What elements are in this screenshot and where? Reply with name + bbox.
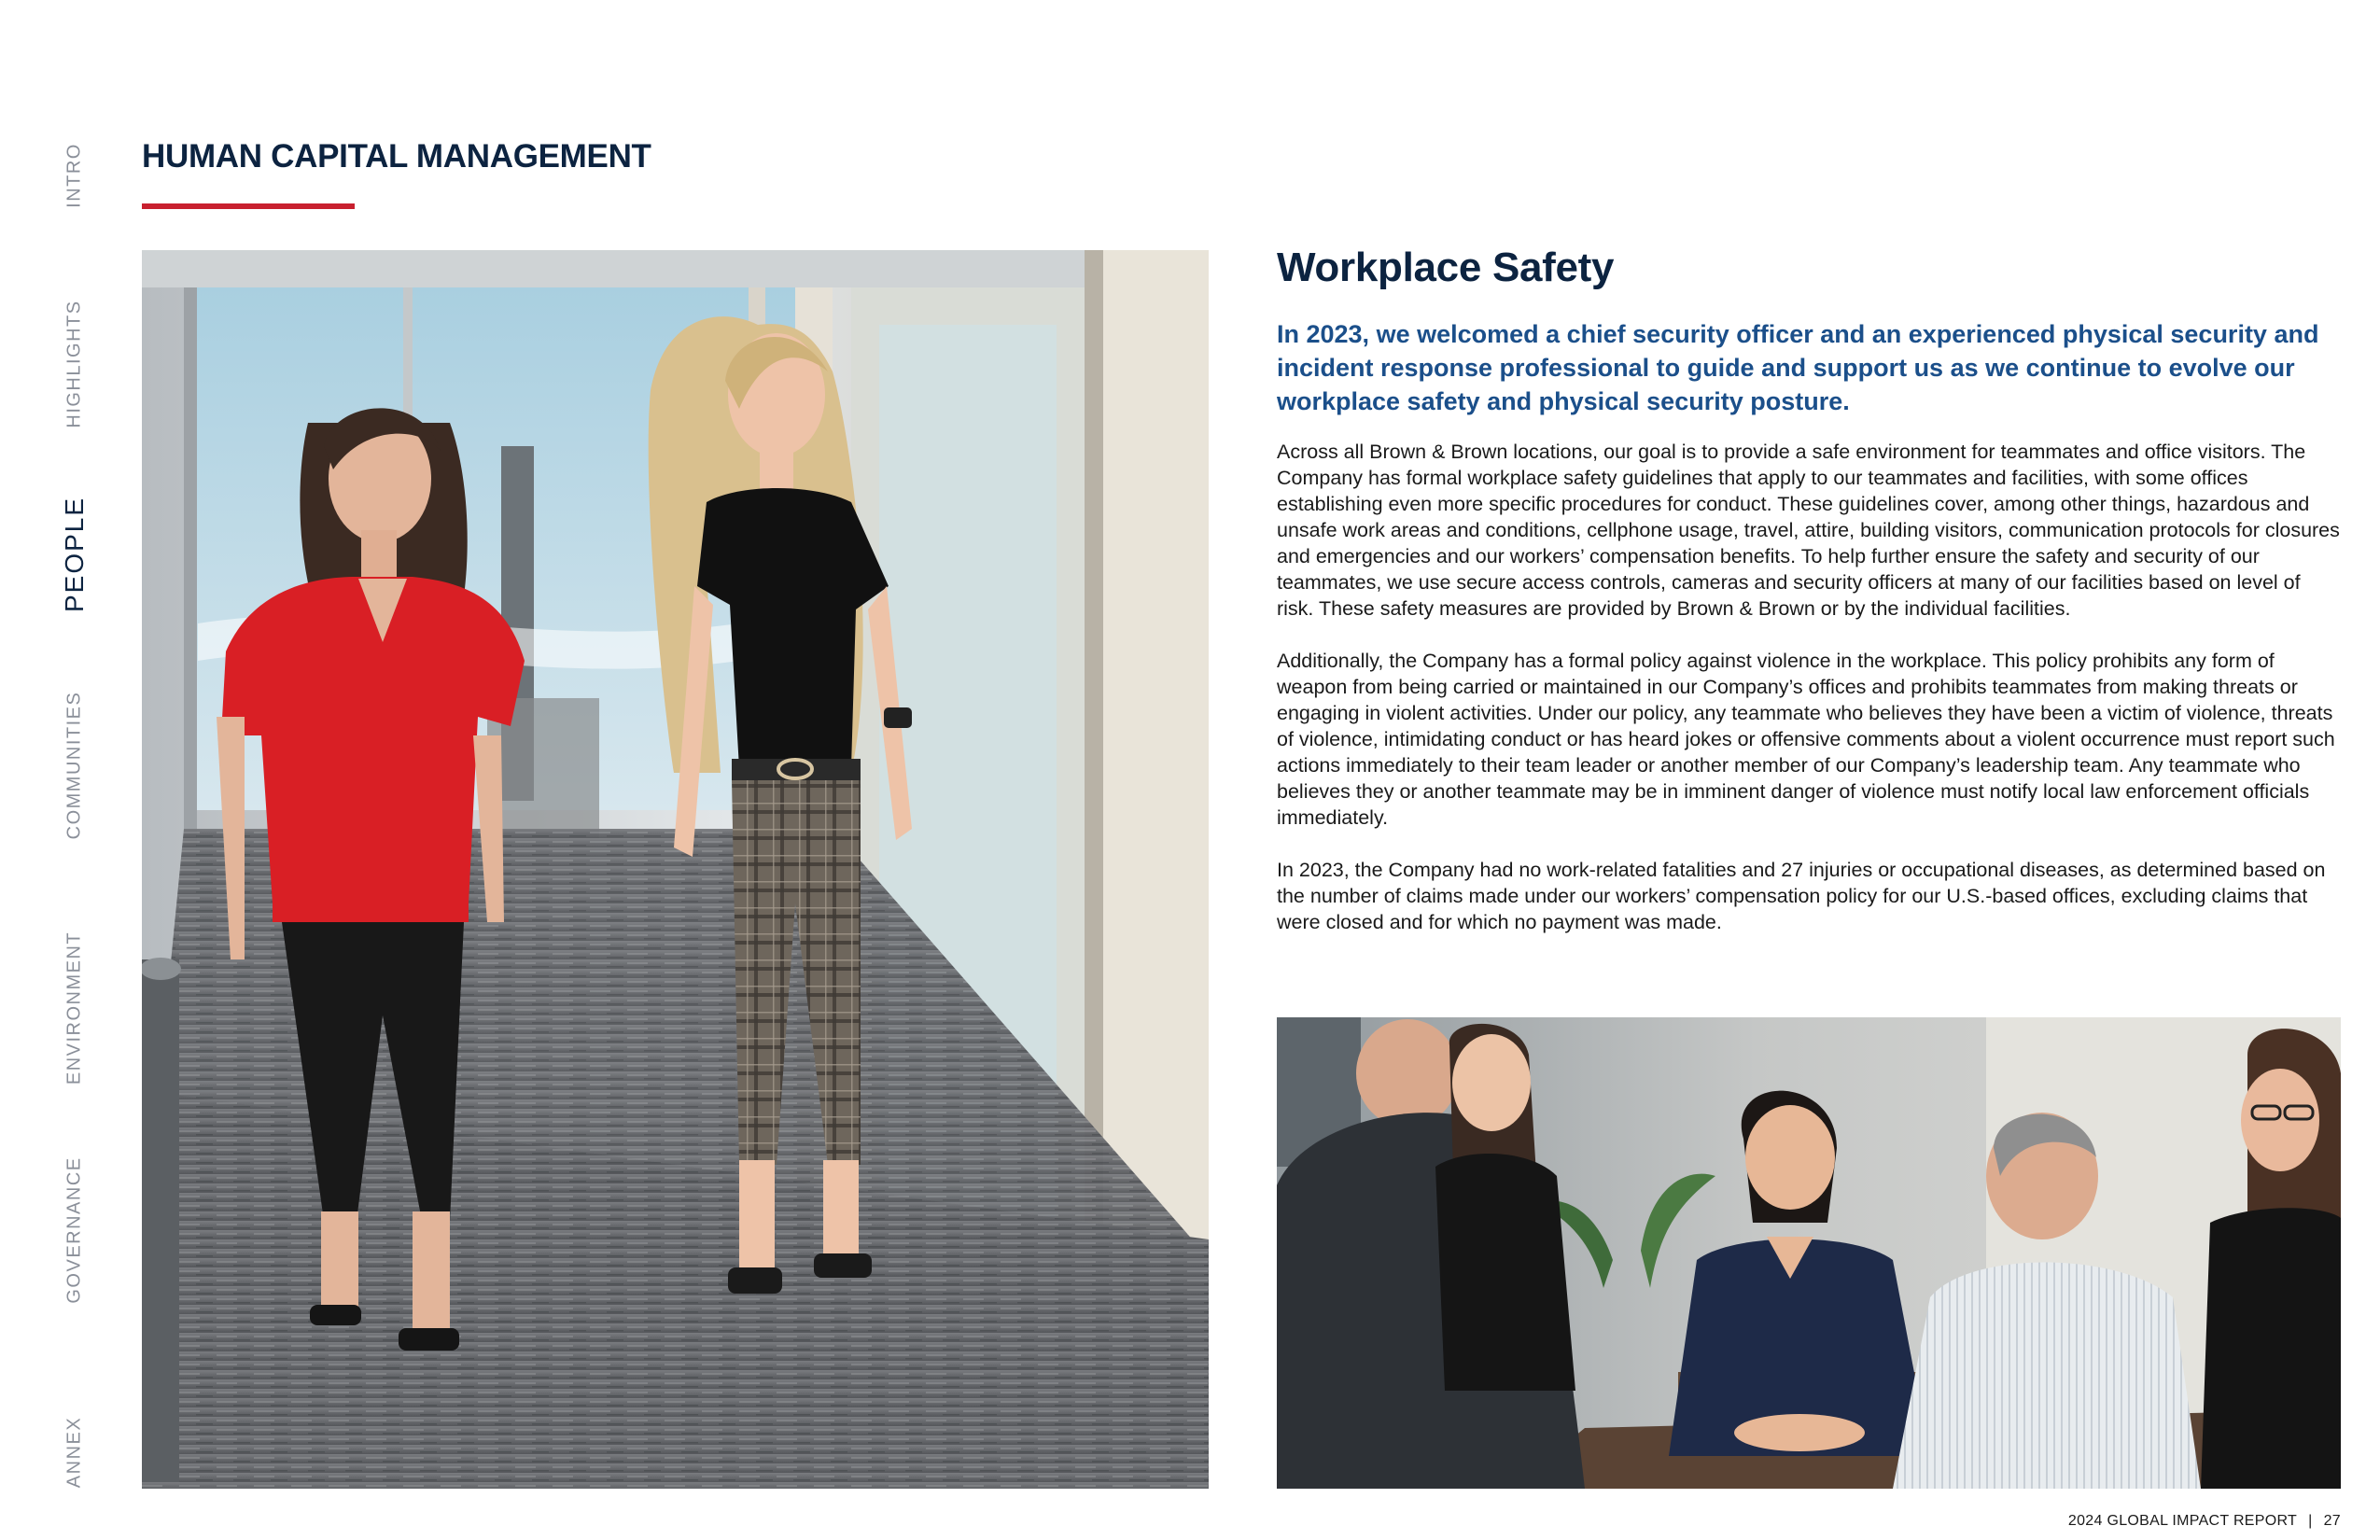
side-nav-item-environment[interactable]: ENVIRONMENT (63, 931, 85, 1085)
side-nav-item-people[interactable]: PEOPLE (60, 496, 89, 613)
side-nav-item-communities[interactable]: COMMUNITIES (63, 691, 85, 840)
article (1277, 245, 2341, 961)
page-number: 27 (2323, 1513, 2341, 1529)
side-nav-item-highlights[interactable]: HIGHLIGHTS (63, 300, 85, 428)
side-nav-item-intro[interactable]: INTRO (63, 143, 85, 208)
side-nav-item-annex[interactable]: ANNEX (63, 1416, 85, 1489)
title-underline (142, 203, 355, 209)
body-paragraph: Across all Brown & Brown locations, our goal is to provide a safe environment for teammates and office visitors. The Company has formal workplace safety guidelines that apply to our teammates and facilities, with some offices establishing even more specific procedures for conduct. These guidelines cover, among other things, hazardous and unsafe work areas and conditions, cellphone usage, travel, attire, building visitors, communication protocols for closures and emergencies and our workers’ compensation benefits. To help further ensure the safety and security of our teammates, we use secure access controls, cameras and security officers at many of our facilities based on level of risk. These safety measures are provided by Brown & Brown or by the individual facilities. (1277, 441, 2340, 620)
body-paragraph: In 2023, the Company had no work-related fatalities and 27 injuries or occupational diseases, as determined based on the number of claims made under our workers’ compensation policy for our U.S.-based offices, excluding claims that were closed and for which no payment was made. (1277, 859, 2326, 933)
team-meeting-photo (1277, 1017, 2341, 1489)
side-nav-item-governance[interactable]: GOVERNANCE (63, 1156, 85, 1304)
article-heading: Workplace Safety (1277, 245, 1615, 290)
hallway-photo (142, 250, 1209, 1489)
body-paragraph: Additionally, the Company has a formal policy against violence in the workplace. This policy prohibits any form of weapon from being carried or maintained in our Company’s offices and prohibits teammates from making threats or engaging in violent activities. Under our policy, any teammate who believes they have been a victim of violence, threats of violence, intimidating conduct or has heard jokes or offensive comments about a violent occurrence must report such actions immediately to their team leader or another member of our Company’s leadership team. Any teammate who believes they or another teammate may be in imminent danger of violence must notify local law enforcement officials immediately. (1277, 650, 2335, 829)
page-footer (2068, 1513, 2341, 1530)
section-title: HUMAN CAPITAL MANAGEMENT (142, 138, 651, 175)
lead-paragraph: In 2023, we welcomed a chief security officer and an experienced physical security and incident response professional to guide and support us as we continue to evolve our workplace safety and physical security posture. (1277, 320, 2319, 415)
report-name: 2024 GLOBAL IMPACT REPORT (2067, 1513, 2298, 1529)
footer-separator: | (2308, 1513, 2313, 1529)
